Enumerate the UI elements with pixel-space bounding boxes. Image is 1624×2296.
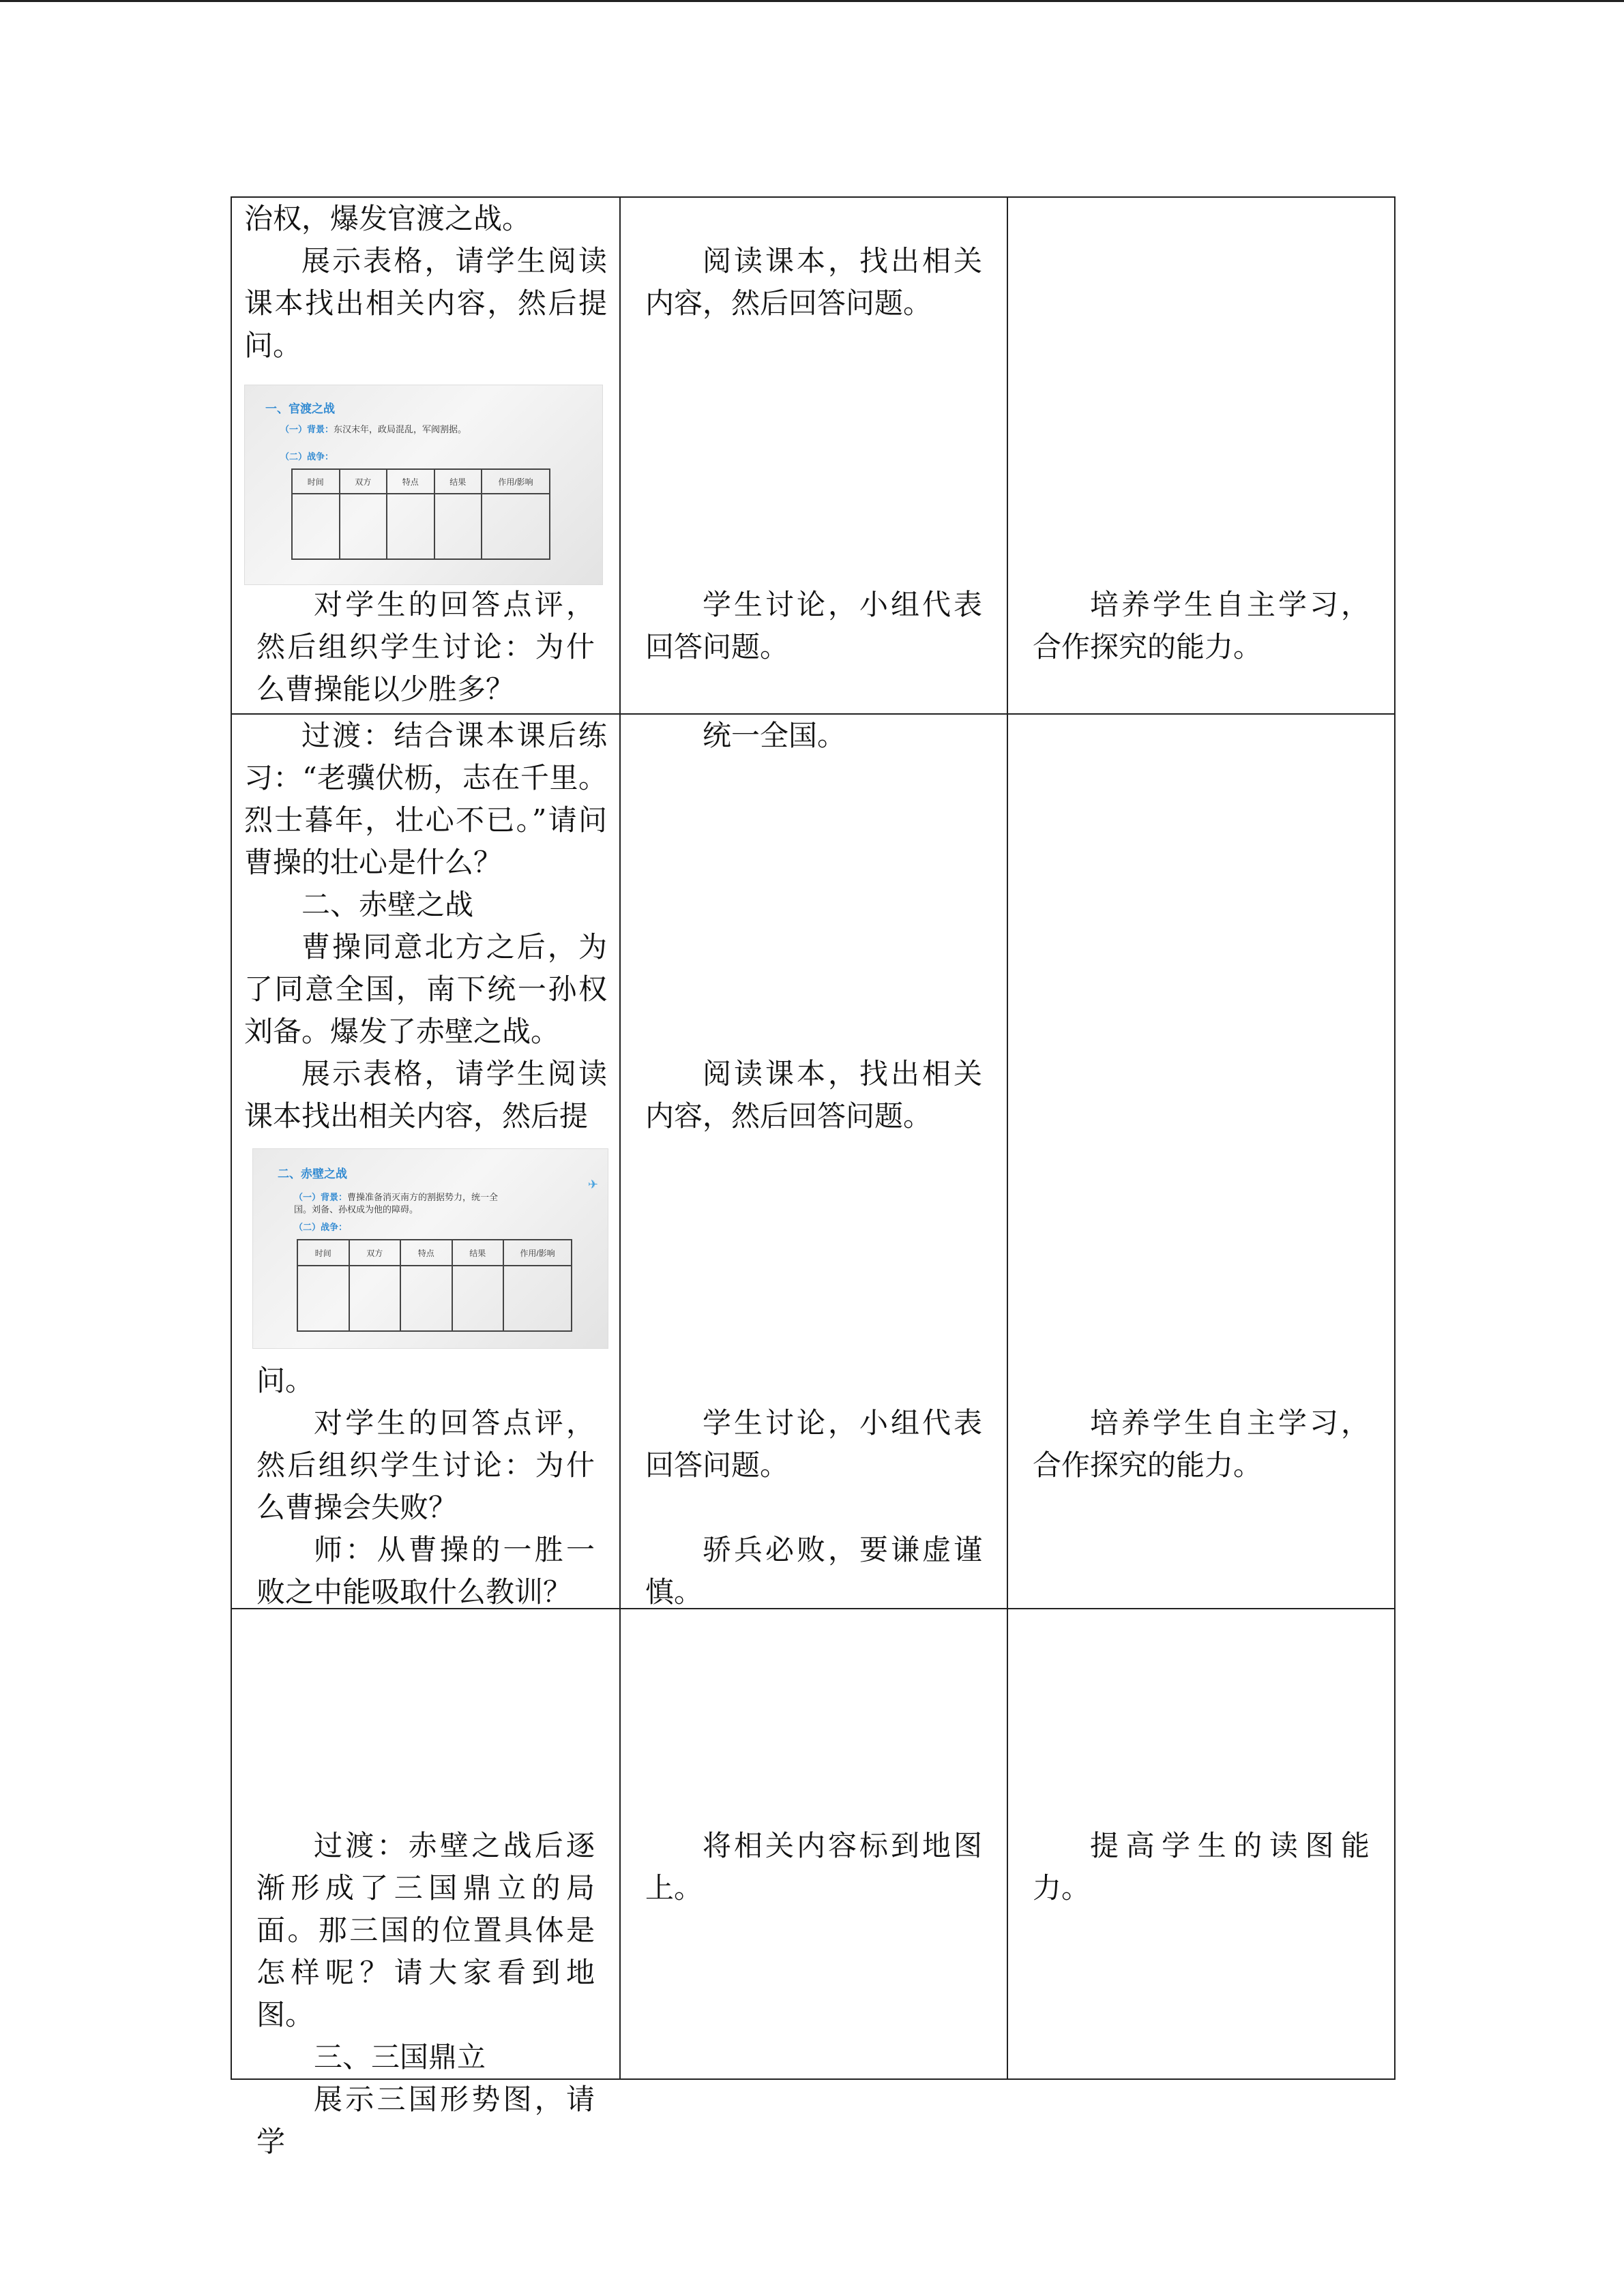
slide-war-label-text: （二）战争： bbox=[280, 451, 334, 462]
teacher-activity-cell bbox=[231, 1609, 620, 2158]
slide-heading: 一、官渡之战 bbox=[265, 402, 335, 415]
teacher-text: 展示表格，请学生阅读课本找出相关内容，然后提 bbox=[244, 1057, 607, 1133]
student-text: 将相关内容标到地图上。 bbox=[645, 1829, 982, 1905]
student-activity-cell bbox=[620, 197, 1007, 714]
slide-col-header: 时间 bbox=[292, 469, 340, 494]
slide-background-text: 曹操准备消灭南方的割据势力，统一全国。刘备、孙权成为他的障碍。 bbox=[294, 1192, 499, 1214]
slide-col-header: 双方 bbox=[349, 1240, 401, 1266]
slide-col-header: 特点 bbox=[400, 1240, 452, 1266]
purpose-text: 培养学生自主学习，合作探究的能力。 bbox=[1033, 588, 1370, 664]
slide-heading: 二、赤壁之战 bbox=[278, 1167, 347, 1180]
student-text: 骄兵必败，要谦虚谨慎。 bbox=[645, 1533, 982, 1609]
teacher-text: 问。 bbox=[256, 1364, 314, 1397]
table-row-guandu bbox=[231, 197, 1395, 714]
teacher-activity-cell bbox=[231, 714, 620, 1609]
slide-col-header: 结果 bbox=[434, 469, 482, 494]
teacher-text: 展示表格，请学生阅读课本找出相关内容，然后提问。 bbox=[244, 244, 607, 362]
student-text: 学生讨论，小组代表回答问题。 bbox=[645, 1406, 982, 1482]
slide-war-label bbox=[294, 1221, 347, 1234]
lesson-plan-table bbox=[231, 196, 1396, 2158]
slide-col-header: 作用/影响 bbox=[482, 469, 550, 494]
purpose-cell bbox=[1007, 197, 1395, 714]
teacher-text: 治权，爆发官渡之战。 bbox=[244, 202, 531, 235]
teacher-text: 过渡：赤壁之战后逐渐形成了三国鼎立的局面。那三国的位置具体是怎样呢？请大家看到地图。 bbox=[256, 1829, 595, 2031]
student-text: 阅读课本，找出相关内容，然后回答问题。 bbox=[645, 1057, 982, 1133]
teacher-text: 二、赤壁之战 bbox=[301, 888, 474, 921]
student-text: 学生讨论，小组代表回答问题。 bbox=[645, 588, 982, 664]
slide-background-label: （一）背景： bbox=[294, 1192, 348, 1202]
purpose-cell bbox=[1007, 1609, 1395, 2079]
student-activity-cell bbox=[620, 1609, 1007, 2079]
teacher-activity-cell bbox=[231, 197, 620, 714]
student-activity-cell bbox=[620, 714, 1007, 1609]
teacher-text: 对学生的回答点评，然后组织学生讨论：为什么曹操会失败？ bbox=[256, 1406, 595, 1524]
purpose-text: 培养学生自主学习，合作探究的能力。 bbox=[1033, 1406, 1370, 1482]
slide-blank-table bbox=[297, 1239, 572, 1332]
table-row-chibi bbox=[231, 714, 1395, 1609]
chibi-slide-image bbox=[252, 1148, 608, 1349]
slide-background bbox=[294, 1191, 499, 1216]
slide-background bbox=[280, 423, 580, 436]
slide-background-label: （一）背景： bbox=[280, 424, 334, 434]
slide-war-label-text: （二）战争： bbox=[294, 1222, 348, 1232]
teacher-text: 曹操同意北方之后，为了同意全国，南下统一孙权刘备。爆发了赤壁之战。 bbox=[244, 930, 607, 1048]
student-text: 阅读课本，找出相关内容，然后回答问题。 bbox=[645, 244, 982, 320]
teacher-text: 三、三国鼎立 bbox=[314, 2040, 486, 2074]
slide-col-header: 作用/影响 bbox=[503, 1240, 572, 1266]
purpose-text: 提高学生的读图能力。 bbox=[1033, 1829, 1370, 1905]
guandu-slide-image bbox=[244, 385, 603, 585]
teacher-text: 对学生的回答点评，然后组织学生讨论：为什么曹操能以少胜多？ bbox=[256, 588, 595, 706]
slide-background-text: 东汉末年，政局混乱，军阀割据。 bbox=[334, 424, 467, 434]
purpose-cell bbox=[1007, 714, 1395, 1609]
teacher-text: 展示三国形势图，请学 bbox=[256, 2083, 595, 2158]
slide-col-header: 结果 bbox=[452, 1240, 504, 1266]
bird-icon: ✈ bbox=[587, 1178, 598, 1192]
teacher-text: 过渡：结合课本课后练习：“老骥伏枥，志在千里。烈士暮年，壮心不已。”请问曹操的壮心是什么？ bbox=[244, 719, 607, 879]
student-text: 统一全国。 bbox=[703, 719, 846, 752]
table-row-three-kingdoms bbox=[231, 1609, 1395, 2079]
slide-col-header: 时间 bbox=[297, 1240, 349, 1266]
slide-col-header: 特点 bbox=[387, 469, 434, 494]
slide-blank-table bbox=[291, 468, 550, 560]
page-top-border bbox=[0, 0, 1624, 2]
slide-col-header: 双方 bbox=[340, 469, 387, 494]
teacher-text: 师：从曹操的一胜一败之中能吸取什么教训？ bbox=[256, 1533, 595, 1609]
slide-war-label bbox=[280, 451, 334, 463]
